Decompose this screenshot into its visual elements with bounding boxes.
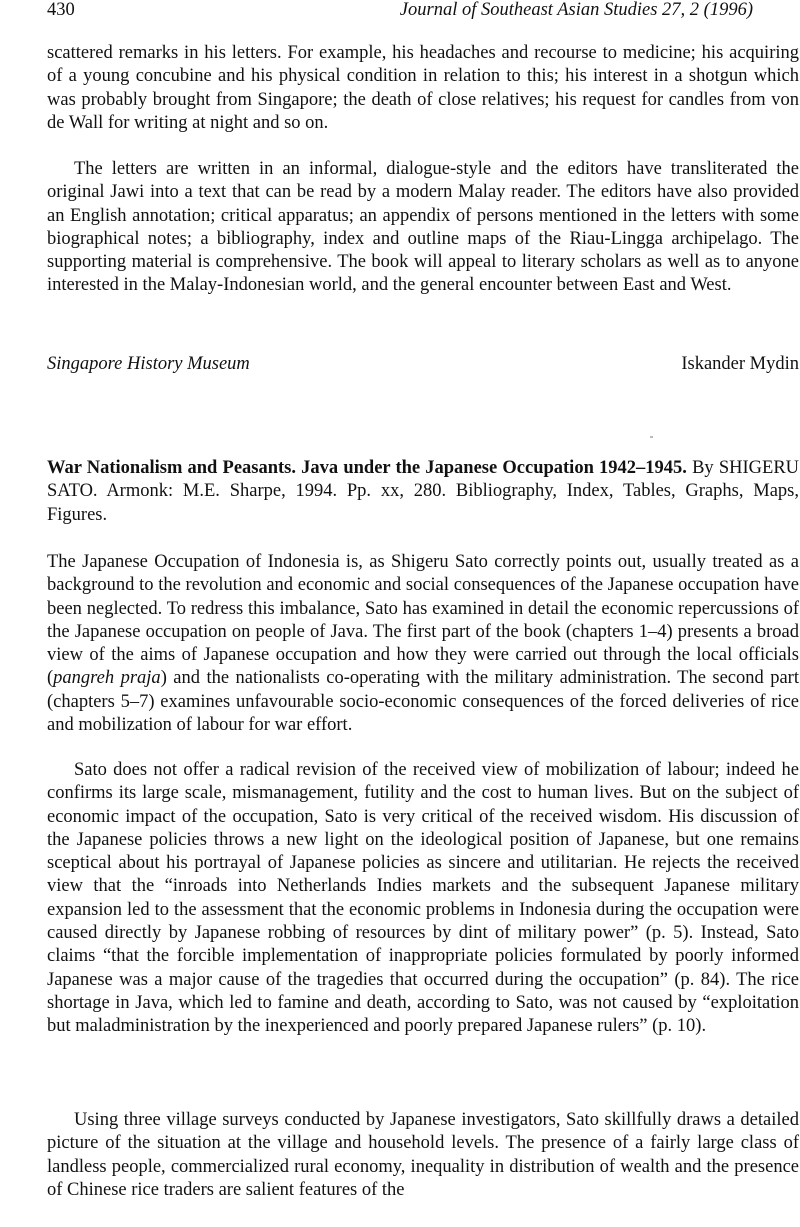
book-citation — [47, 457, 799, 527]
review-paragraph-1-text-b: ) and the nationalists co-operating with the military administration. The second part (chapters 5–7) examines unfavourable socio-economic consequences of the forced deliveries of rice and mobilization of labour for war effort. — [47, 668, 799, 736]
book-title: War Nationalism and Peasants. Java under the Japanese Occupation 1942–1945. — [47, 458, 687, 478]
reviewer-name: Iskander Mydin — [681, 354, 799, 374]
book-details: SHIGERU SATO. Armonk: M.E. Sharpe, 1994. Pp. xx, 280. Bibliography, Index, Tables, Graphs, Maps, Figures. — [47, 458, 800, 525]
review-paragraph-1 — [47, 551, 799, 737]
reviewer-institution: Singapore History Museum — [47, 354, 250, 374]
running-header — [47, 0, 753, 20]
by-label: By — [692, 458, 714, 478]
print-speck — [650, 436, 653, 438]
review-paragraph-2: Sato does not offer a radical revision of the received view of mobilization of labour; indeed he confirms its large scale, mismanagement, futility and the cost to human lives. But on the subject of economic impact of the occupation, Sato is very critical of the received wisdom. His discussion of the Japanese policies throws a new light on the ideological position of Japanese, but one remains sceptical about his portrayal of Japanese policies as sincere and utilitarian. He rejects the received view that the “inroads into Netherlands Indies markets and the subsequent Japanese military expansion led to the assessment that the economic problems in Indonesia during the occupation were caused directly by Japanese robbing of resources by dint of military power” (p. 5). Instead, Sato claims “that the forcible implementation of inappropriate policies formulated by poorly informed Japanese was a major cause of the tragedies that occurred during the occupation” (p. 84). The rice shortage in Java, which led to famine and death, according to Sato, was not caused by “exploitation but maladministration by the inexperienced and poorly prepared Japanese rulers” (p. 10). — [47, 760, 799, 1037]
review-paragraph-1-text-a: The Japanese Occupation of Indonesia is, as Shigeru Sato correctly points out, usually treated as a background to the revolution and economic and social consequences of the Japanese occupation have been neglected. To redress this imbalance, Sato has examined in detail the economic repercussions of the Japanese occupation on people of Java. The first part of the book (chapters 1–4) presents a broad view of the aims of Japanese occupation and how they were carried out through the local officials ( — [47, 552, 799, 689]
page-number: 430 — [47, 0, 75, 20]
reviewer-signature — [47, 352, 799, 376]
review-paragraph-3: Using three village surveys conducted by Japanese investigators, Sato skillfully draws a detailed picture of the situation at the village and household levels. The presence of a fairly large class of landless people, commercialized rural economy, inequality in distribution of wealth and the presence of Chinese rice traders are salient features of the — [47, 1110, 799, 1200]
prev-review-paragraph-1: scattered remarks in his letters. For example, his headaches and recourse to medicine; his acquiring of a young concubine and his physical condition in relation to this; his interest in a shotgun which was probably brought from Singapore; the death of close relatives; his request for candles from von de Wall for writing at night and so on. — [47, 43, 799, 133]
pangreh-praja-term: pangreh praja — [53, 668, 161, 689]
prev-review-paragraph-2: The letters are written in an informal, dialogue-style and the editors have transliterated the original Jawi into a text that can be read by a modern Malay reader. The editors have also provided an English annotation; critical apparatus; an appendix of persons mentioned in the letters with some biographical notes; a bibliography, index and outline maps of the Riau-Lingga archipelago. The supporting material is comprehensive. The book will appeal to literary scholars as well as to anyone interested in the Malay-Indonesian world, and the general encounter between East and West. — [47, 159, 799, 296]
journal-citation: Journal of Southeast Asian Studies 27, 2 (1996) — [399, 0, 753, 20]
